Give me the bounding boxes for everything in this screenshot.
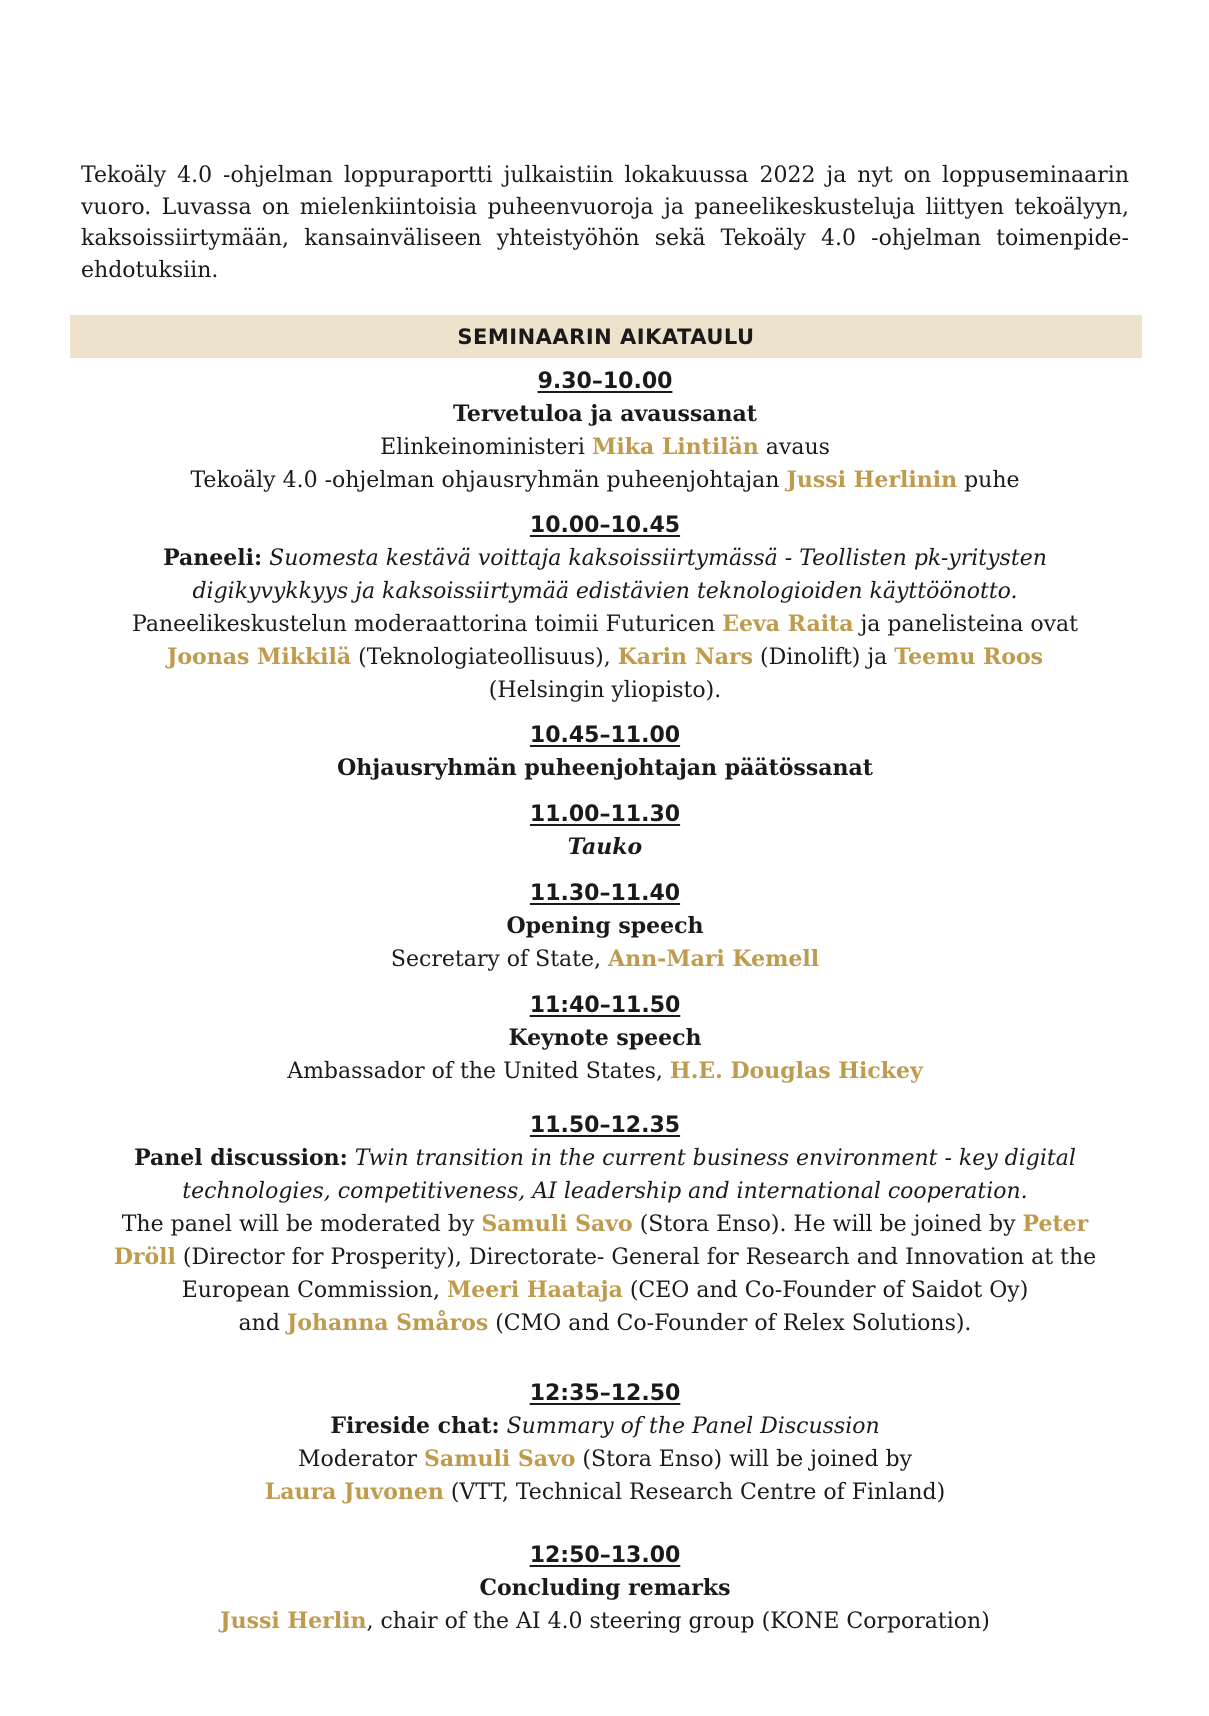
session-title: Keynote speech	[508, 1025, 702, 1051]
session-line: Dröll (Director for Prosperity), Directorate- General for Research and Innovation at the	[113, 1244, 1097, 1270]
session-opening-speech	[80, 878, 1130, 976]
session-welcome	[80, 366, 1130, 497]
speaker-name: Ann-Mari Kemell	[608, 946, 820, 972]
session-topic: Panel discussion: Twin transition in the current business environment - key digital	[134, 1145, 1076, 1171]
session-topic-cont: digikyvykkyys ja kaksoissiirtymää edistävien teknologioiden käyttöönotto.	[192, 579, 1018, 604]
speaker-name: Meeri Haataja	[446, 1277, 623, 1303]
session-line: The panel will be moderated by Samuli Savo (Stora Enso). He will be joined by Peter	[121, 1211, 1089, 1237]
speaker-name: Dröll	[113, 1244, 176, 1270]
session-line: Secretary of State, Ann-Mari Kemell	[390, 946, 820, 972]
session-time: 10.00–10.45	[529, 513, 681, 538]
speaker-name: H.E. Douglas Hickey	[669, 1058, 923, 1084]
session-topic: Fireside chat: Summary of the Panel Discussion	[330, 1413, 880, 1439]
session-title: Ohjausryhmän puheenjohtajan päätössanat	[337, 755, 873, 781]
session-line: Joonas Mikkilä (Teknologiateollisuus), Karin Nars (Dinolift) ja Teemu Roos	[166, 644, 1044, 670]
session-line: Jussi Herlin, chair of the AI 4.0 steering group (KONE Corporation)	[220, 1608, 990, 1634]
session-line: Ambassador of the United States, H.E. Douglas Hickey	[287, 1058, 923, 1084]
session-title: Concluding remarks	[479, 1575, 731, 1601]
session-panel-en	[80, 1110, 1130, 1340]
speaker-name: Eeva Raita	[722, 611, 854, 637]
session-title: Opening speech	[506, 913, 704, 939]
session-line: Elinkeinoministeri Mika Lintilän avaus	[380, 434, 830, 460]
speaker-name: Johanna Småros	[286, 1310, 489, 1336]
schedule-banner: SEMINAARIN AIKATAULU	[70, 315, 1142, 358]
session-time: 11.30–11.40	[529, 881, 681, 906]
speaker-name: Peter	[1022, 1211, 1089, 1237]
speaker-name: Teemu Roos	[894, 644, 1044, 670]
session-time: 12:50–13.00	[529, 1543, 681, 1568]
speaker-name: Mika Lintilän	[591, 434, 759, 460]
session-topic-cont: technologies, competitiveness, AI leadership and international cooperation.	[182, 1179, 1028, 1204]
session-concluding	[80, 1540, 1130, 1638]
session-line: European Commission, Meeri Haataja (CEO and Co-Founder of Saidot Oy)	[181, 1277, 1029, 1303]
speaker-name: Joonas Mikkilä	[166, 644, 352, 670]
session-time: 11.50–12.35	[529, 1113, 681, 1138]
session-title: Tauko	[567, 834, 643, 860]
session-time: 11.00–11.30	[529, 802, 681, 827]
session-line: Laura Juvonen (VTT, Technical Research Centre of Finland)	[264, 1479, 946, 1505]
speaker-name: Samuli Savo	[424, 1446, 576, 1472]
intro-paragraph: Tekoäly 4.0 -ohjelman loppuraportti julkaistiin lokakuussa 2022 ja nyt on loppuseminaarin vuoro. Luvassa on mielenkiintoisia puheenvuoroja ja paneelikeskusteluja liittyen tekoälyyn, kaksoissiirtymään, kansainväliseen yhteistyöhön sekä Tekoäly 4.0 -ohjelman toimenpide-ehdotuksiin.	[81, 163, 1129, 283]
session-line: Paneelikeskustelun moderaattorina toimii Futuricen Eeva Raita ja panelisteina ovat	[132, 611, 1078, 637]
session-time: 12:35–12.50	[529, 1381, 681, 1406]
session-topic: Paneeli: Suomesta kestävä voittaja kaksoissiirtymässä - Teollisten pk-yritysten	[163, 545, 1047, 571]
session-line: Moderator Samuli Savo (Stora Enso) will be joined by	[297, 1446, 913, 1472]
session-closing-fi	[80, 720, 1130, 785]
session-line: and Johanna Småros (CMO and Co-Founder of Relex Solutions).	[238, 1310, 972, 1336]
session-panel-fi	[80, 510, 1130, 707]
speaker-name: Jussi Herlin	[220, 1608, 367, 1634]
session-keynote	[80, 990, 1130, 1088]
speaker-name: Samuli Savo	[481, 1211, 633, 1237]
session-break	[80, 799, 1130, 864]
speaker-name: Laura Juvonen	[264, 1479, 444, 1505]
session-time: 11:40–11.50	[529, 993, 681, 1018]
session-line: (Helsingin yliopisto).	[488, 678, 722, 703]
session-time: 10.45–11.00	[529, 723, 681, 748]
speaker-name: Jussi Herlinin	[786, 467, 958, 493]
speaker-name: Karin Nars	[617, 644, 754, 670]
session-title: Tervetuloa ja avaussanat	[453, 401, 757, 427]
session-time: 9.30–10.00	[537, 369, 673, 394]
session-line: Tekoäly 4.0 -ohjelman ohjausryhmän puheenjohtajan Jussi Herlinin puhe	[190, 467, 1020, 493]
session-fireside	[80, 1378, 1130, 1509]
